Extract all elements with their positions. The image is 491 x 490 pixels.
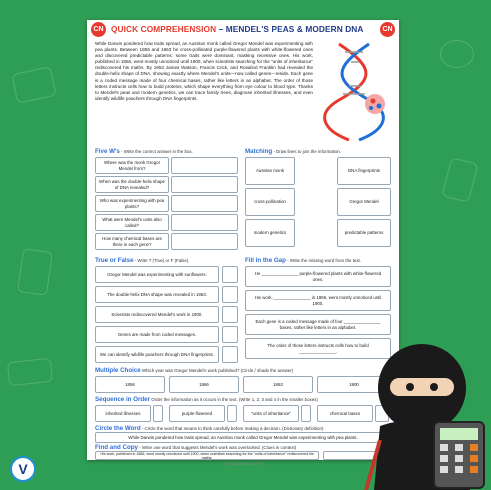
sequence-number-box[interactable] bbox=[227, 405, 237, 422]
fill-gap-sentence[interactable]: Each gene is a coded message made of four _______________ bases, rather like letters in an alphabet. bbox=[245, 314, 391, 335]
true-false-answer-box[interactable] bbox=[222, 266, 238, 283]
sequence-item: chemical bases bbox=[317, 405, 373, 422]
chalk-doodle bbox=[442, 157, 479, 203]
true-false-statement: Scientists rediscovered Mendel's work in 1900. bbox=[95, 306, 219, 323]
title-bar bbox=[87, 20, 399, 38]
five-ws-question: How many chemical bases are there in each gene? bbox=[95, 233, 169, 250]
matching-left-item[interactable]: Austrian monk bbox=[245, 157, 295, 185]
multiple-choice-heading: Multiple Choice Which year was Gregor Mendel's work published? (Circle / shade the answer) bbox=[95, 367, 294, 374]
matching-right-item[interactable]: Gregor Mendel bbox=[337, 188, 391, 216]
sequence-item: inherited illnesses bbox=[95, 405, 151, 422]
true-false-answer-box[interactable] bbox=[222, 306, 238, 323]
five-ws-question: When was the double-helix shape of DNA revealed? bbox=[95, 176, 169, 193]
matching-right-item[interactable]: predictable patterns bbox=[337, 219, 391, 247]
true-false-heading: True or False - Write T (True) or F (False). bbox=[95, 257, 190, 264]
five-ws-question: What were Mendel's units also called? bbox=[95, 214, 169, 231]
cn-badge-icon: CN bbox=[380, 22, 395, 37]
sequence-number-box[interactable] bbox=[153, 405, 163, 422]
five-ws-answer-box[interactable] bbox=[171, 195, 238, 212]
fill-gap-sentence[interactable]: The order of those letters instructs cells how to build _______________. bbox=[245, 338, 391, 359]
five-ws-answer-box[interactable] bbox=[171, 157, 238, 174]
chalk-doodle bbox=[440, 40, 474, 68]
fill-gap-sentence[interactable]: His work, _______________ in 1866, went mostly unnoticed until 1900. bbox=[245, 290, 391, 311]
five-ws-question: Who was experimenting with pea plants? bbox=[95, 195, 169, 212]
five-ws-answer-box[interactable] bbox=[171, 176, 238, 193]
matching-left-item[interactable]: cross-pollination bbox=[245, 188, 295, 216]
true-false-statement: We can identify wildlife poachers through DNA fingerprints. bbox=[95, 346, 219, 363]
cn-badge-icon: CN bbox=[91, 22, 106, 37]
worksheet bbox=[87, 20, 399, 460]
circle-word-sentence[interactable]: While Darwin pondered how traits spread, an Austrian monk called Gregor Mendel was experimenting with pea plants. bbox=[95, 432, 391, 443]
chalk-doodle bbox=[17, 248, 53, 296]
five-ws-answer-box[interactable] bbox=[171, 214, 238, 231]
true-false-statement: The double-helix DNA shape was revealed in 1953. bbox=[95, 286, 219, 303]
true-false-statement: Gregor Mendel was experimenting with sunflowers. bbox=[95, 266, 219, 283]
matching-heading: Matching - Draw lines to join the information. bbox=[245, 148, 341, 155]
find-copy-sentence: His work, published in 1866, went mostly unnoticed until 1900, when scientists searching for the "units of inheritance" rediscovered his maths. bbox=[95, 451, 319, 460]
sequence-number-box[interactable] bbox=[301, 405, 311, 422]
sequence-item: "units of inheritance" bbox=[243, 405, 299, 422]
worksheet-title: QUICK COMPREHENSION – MENDEL'S PEAS & MODERN DNA bbox=[111, 24, 364, 34]
ninja-mascot-icon bbox=[360, 330, 491, 490]
choice-option[interactable]: 1856 bbox=[95, 376, 165, 393]
five-ws-question: Where was the monk Gregor Mendel from? bbox=[95, 157, 169, 174]
chalk-doodle bbox=[7, 358, 53, 386]
true-false-statement: Genes are made from coded messages. bbox=[95, 326, 219, 343]
five-ws-heading: Five W's - Write the correct answer in the box. bbox=[95, 148, 193, 155]
reading-passage: While Darwin pondered how traits spread, an Austrian monk called Gregor Mendel was experimenting with pea plants. Between 1856 and 1863 he cross-pollinated purple-flowered plants with white-flowered ones and discovered predictable patterns: some traits were dominant, masking recessive ones. His work, published in 1866, went mostly unnoticed until 1900, when scientists searching for the "units of inheritance" rediscovered his maths. By 1953 James Watson, Francis Crick, and Rosalind Franklin had revealed the double-helix shape of DNA, showing exactly where Mendel's units—now called genes—reside. Each gene is a coded message made of four chemical bases, rather like letters in an alphabet. The order of those letters instructs cells how to build proteins, which shape everything from eye colour to blood type. Thanks to Mendel's peas and modern genetics, we can trace family trees, diagnose inherited illnesses, and even identify wildlife poachers through DNA fingerprints. bbox=[95, 41, 313, 101]
chalk-doodle bbox=[11, 66, 56, 104]
true-false-answer-box[interactable] bbox=[222, 286, 238, 303]
sequence-heading: Sequence in Order Order the information as it occurs in the text. (Write 1, 2, 3 and 4 in the smaller boxes) bbox=[95, 396, 318, 403]
sequence-item: purple-flowered bbox=[169, 405, 225, 422]
vocabulary-ninja-logo: V bbox=[10, 456, 36, 482]
find-copy-heading: Find and Copy - Write one word that suggests Mendel's work was overlooked. (Clues in context) bbox=[95, 444, 297, 451]
matching-right-item[interactable]: DNA fingerprints bbox=[337, 157, 391, 185]
true-false-answer-box[interactable] bbox=[222, 346, 238, 363]
copyright-footer: © Vocabulary Ninja 2025 bbox=[223, 462, 263, 466]
true-false-answer-box[interactable] bbox=[222, 326, 238, 343]
fill-gap-heading: Fill in the Gap - Write the missing word from the text. bbox=[245, 257, 361, 264]
five-ws-answer-box[interactable] bbox=[171, 233, 238, 250]
choice-option[interactable]: 1863 bbox=[243, 376, 313, 393]
choice-option[interactable]: 1900 bbox=[317, 376, 391, 393]
dna-helix-icon bbox=[319, 40, 395, 142]
circle-word-heading: Circle the Word - Circle the word that means to think carefully before making a decision. (Dictionary definition) bbox=[95, 425, 324, 432]
fill-gap-sentence[interactable]: He _______________ purple-flowered plants with white-flowered ones. bbox=[245, 266, 391, 287]
matching-left-item[interactable]: modern genetics bbox=[245, 219, 295, 247]
choice-option[interactable]: 1866 bbox=[169, 376, 239, 393]
